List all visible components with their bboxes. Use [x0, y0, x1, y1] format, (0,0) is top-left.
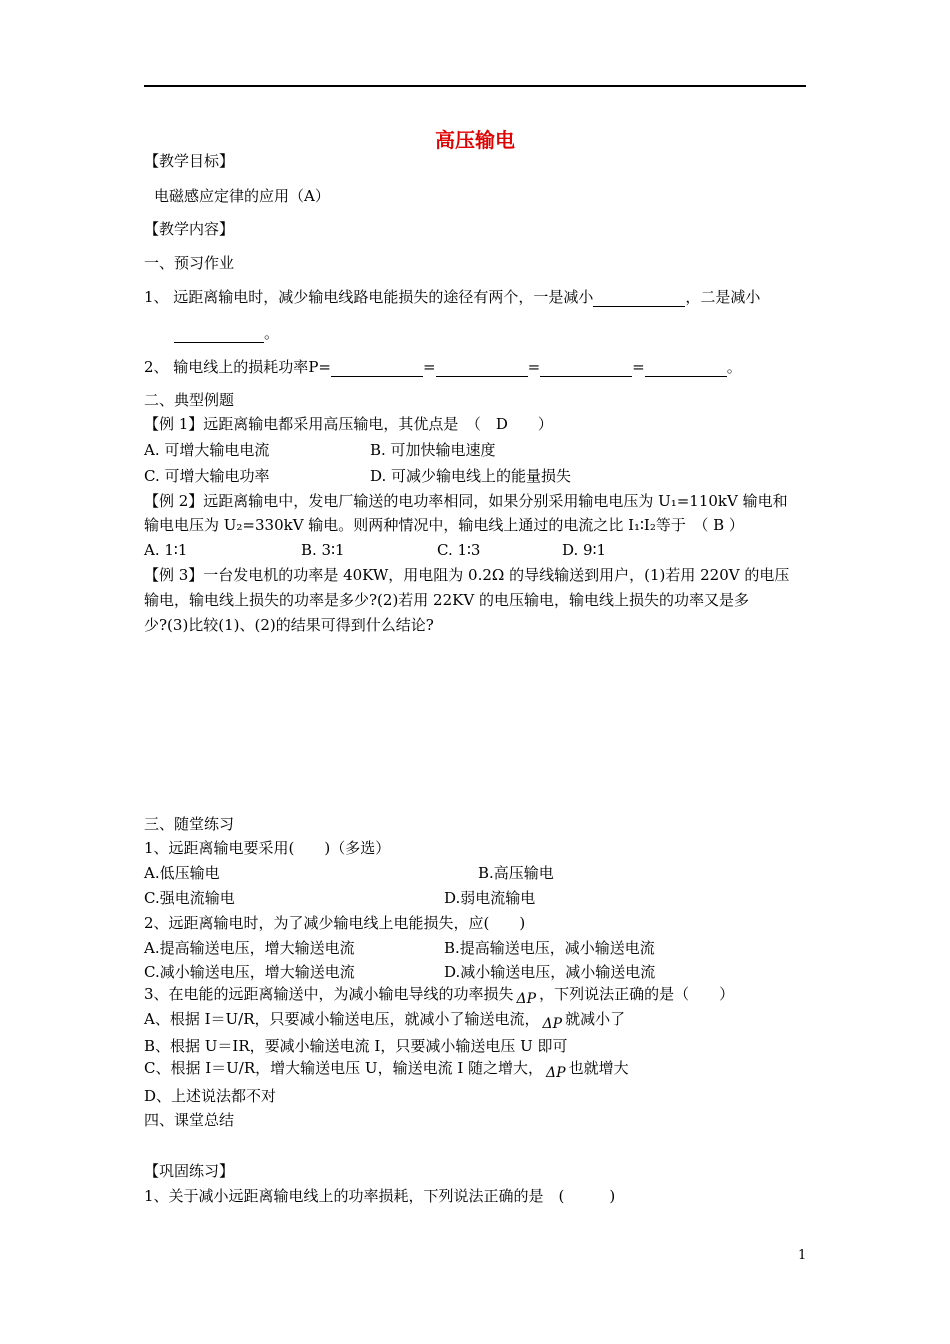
example-2-line-1: 【例 2】远距离输电中，发电厂输送的电功率相同，如果分别采用输电电压为 U₁=110kV 输电和 — [144, 492, 788, 510]
example-3-line-3: 少?(3)比较(1)、(2)的结果可得到什么结论? — [144, 616, 434, 634]
practice-3-option-a — [144, 1009, 625, 1030]
blank-5[interactable] — [540, 360, 632, 377]
example-1-option-a: A. 可增大输电电流 — [144, 441, 270, 459]
practice-3-text-b: ，下列说法正确的是（ ） — [539, 985, 735, 1003]
practice-3-text-a: 3、在电能的远距离输送中，为减小输电导线的功率损失 — [144, 985, 514, 1003]
content-heading: 【教学内容】 — [144, 220, 235, 238]
consolidation-1: 1、关于减小远距离输电线上的功率损耗，下列说法正确的是 ( ) — [144, 1187, 616, 1205]
delta-p-symbol: ΔP — [542, 1016, 563, 1032]
blank-1[interactable] — [593, 290, 685, 307]
practice-2-option-d: D.减小输送电压，减小输送电流 — [444, 963, 656, 981]
practice-3-option-c-end: 也就增大 — [568, 1059, 629, 1077]
practice-3-option-c — [144, 1058, 629, 1079]
example-2-line-2: 输电电压为 U₂=330kV 输电。则两种情况中，输电线上通过的电流之比 I₁∶I₂等于 （ B ） — [144, 516, 744, 534]
practice-1-option-b: B.高压输电 — [478, 864, 554, 882]
practice-3-option-a-end: 就减小了 — [565, 1010, 626, 1028]
example-2-option-d: D. 9∶1 — [562, 541, 607, 559]
consolidation-heading: 【巩固练习】 — [144, 1162, 235, 1180]
question-2-text: 2、 输电线上的损耗功率P= — [144, 358, 331, 376]
question-1 — [144, 287, 760, 307]
example-3-line-1: 【例 3】一台发电机的功率是 40KW，用电阻为 0.2Ω 的导线输送到用户，(1)若用 220V 的电压 — [144, 566, 790, 584]
question-1-text-b: ，二是减小 — [685, 288, 761, 306]
practice-2-option-c: C.减小输送电压，增大输送电流 — [144, 963, 355, 981]
practice-2: 2、远距离输电时，为了减少输电线上电能损失，应( ) — [144, 914, 526, 932]
blank-2[interactable] — [174, 326, 264, 343]
example-1: 【例 1】远距离输电都采用高压输电，其优点是 （ D ） — [144, 415, 553, 433]
practice-2-option-a: A.提高输送电压，增大输送电流 — [144, 939, 355, 957]
practice-1-option-c: C.强电流输电 — [144, 889, 235, 907]
example-2-option-a: A. 1∶1 — [144, 541, 188, 559]
question-2-end: 。 — [726, 358, 742, 376]
goal-heading: 【教学目标】 — [144, 152, 235, 170]
example-1-option-b: B. 可加快输电速度 — [370, 441, 496, 459]
example-1-option-d: D. 可减少输电线上的能量损失 — [370, 467, 572, 485]
question-1-end: 。 — [264, 324, 280, 342]
practice-3-option-c-text: C、根据 I＝U/R，增大输送电压 U，输送电流 I 随之增大， — [144, 1059, 544, 1077]
page-number: 1 — [798, 1248, 807, 1263]
section-examples: 二、典型例题 — [144, 391, 235, 409]
section-summary: 四、课堂总结 — [144, 1111, 235, 1129]
blank-3[interactable] — [331, 360, 423, 377]
equals-2: = — [527, 358, 541, 376]
practice-1-option-d: D.弱电流输电 — [444, 889, 536, 907]
delta-p-symbol: ΔP — [546, 1065, 566, 1081]
equals-1: = — [422, 358, 436, 376]
blank-4[interactable] — [436, 360, 528, 377]
question-1-text-a: 1、 远距离输电时，减少输电线路电能损失的途径有两个，一是减小 — [144, 288, 594, 306]
section-preview: 一、预习作业 — [144, 254, 235, 272]
practice-1-option-a: A.低压输电 — [144, 864, 220, 882]
example-2-option-c: C. 1∶3 — [437, 541, 481, 559]
equals-3: = — [632, 358, 645, 376]
example-2-option-b: B. 3∶1 — [301, 541, 345, 559]
question-2 — [144, 357, 742, 377]
practice-3-option-a-text: A、根据 I＝U/R，只要减小输送电压，就减小了输送电流， — [144, 1010, 540, 1028]
delta-p-symbol: ΔP — [516, 991, 537, 1007]
section-practice: 三、随堂练习 — [144, 815, 235, 833]
page-title: 高压输电 — [435, 128, 515, 152]
example-3-line-2: 输电，输电线上损失的功率是多少?(2)若用 22KV 的电压输电，输电线上损失的功率又是多 — [144, 591, 749, 609]
blank-6[interactable] — [645, 360, 727, 377]
question-1-cont — [174, 323, 279, 343]
practice-1: 1、远距离输电要采用( )（多选） — [144, 839, 391, 857]
goal-text: 电磁感应定律的应用（A） — [154, 187, 330, 205]
example-1-option-c: C. 可增大输电功率 — [144, 467, 270, 485]
practice-3-option-b: B、根据 U＝IR，要减小输送电流 I，只要减小输送电压 U 即可 — [144, 1037, 568, 1055]
practice-3-option-d: D、上述说法都不对 — [144, 1087, 277, 1105]
practice-3 — [144, 984, 734, 1005]
header-rule — [144, 85, 806, 87]
practice-2-option-b: B.提高输送电压，减小输送电流 — [444, 939, 655, 957]
